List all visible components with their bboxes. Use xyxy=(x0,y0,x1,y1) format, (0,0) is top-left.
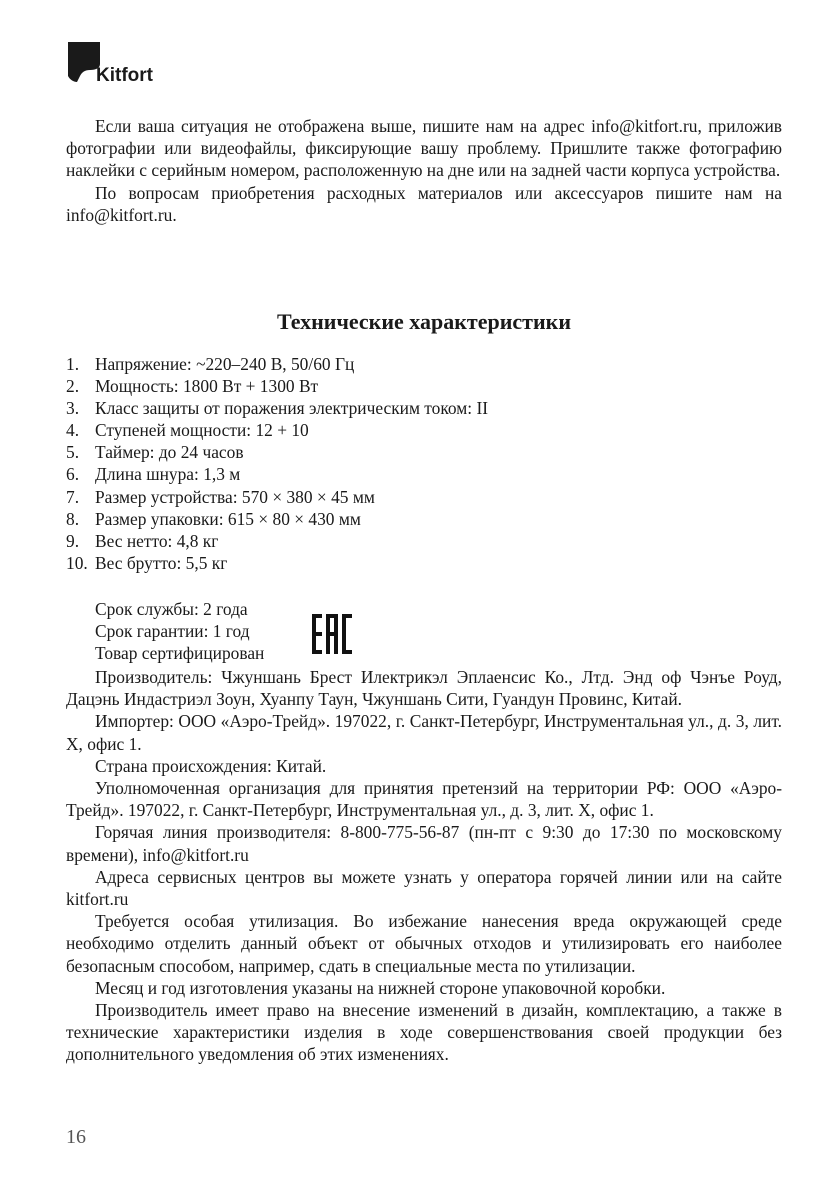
spec-text: Вес брутто: 5,5 кг xyxy=(95,552,228,573)
spec-item xyxy=(66,375,782,397)
spec-text: Таймер: до 24 часов xyxy=(95,442,244,463)
warranty-period: Срок гарантии: 1 год xyxy=(95,621,250,641)
intro-section xyxy=(66,115,782,226)
manufacturer-info: Производитель: Чжуншань Брест Илектрикэл Эплаенсис Ко., Лтд. Энд оф Чэнъе Роуд, Дацэнь Индастриэл Зоун, Хуанпу Таун, Чжуншань Сити, Гуандун Провинс, Китай. xyxy=(66,667,782,710)
specs-list xyxy=(66,353,782,574)
service-life: Срок службы: 2 года xyxy=(95,599,248,619)
spec-item xyxy=(66,508,782,530)
spec-number: 9. xyxy=(66,530,80,551)
spec-number: 10. xyxy=(66,552,88,573)
spec-text: Длина шнура: 1,3 м xyxy=(95,464,241,485)
spec-number: 5. xyxy=(66,442,80,463)
spec-number: 2. xyxy=(66,376,80,397)
spec-text: Размер упаковки: 615 × 80 × 430 мм xyxy=(95,508,361,529)
spec-text: Класс защиты от поражения электрическим током: II xyxy=(95,398,489,419)
specs-title: Технические характеристики xyxy=(276,309,572,334)
spec-item xyxy=(66,530,782,552)
country-of-origin: Страна происхождения: Китай. xyxy=(95,755,327,776)
spec-number: 6. xyxy=(66,464,80,485)
importer-info: Импортер: ООО «Аэро-Трейд». 197022, г. Санкт-Петербург, Инструментальная ул., д. 3, лит. Х, офис 1. xyxy=(66,711,782,754)
spec-number: 8. xyxy=(66,508,80,529)
changes-notice: Производитель имеет право на внесение изменений в дизайн, комплектацию, а также в технические характеристики изделия в ходе совершенствования своей продукции без дополнительного уведомления об этих изменениях. xyxy=(66,1000,782,1065)
spec-item xyxy=(66,419,782,441)
authorized-organization: Уполномоченная организация для принятия претензий на территории РФ: ООО «Аэро-Трейд». 197022, г. Санкт-Петербург, Инструментальная ул., д. 3, лит. Х, офис 1. xyxy=(66,778,782,821)
spec-text: Напряжение: ~220–240 В, 50/60 Гц xyxy=(95,354,355,374)
spec-item xyxy=(66,353,782,375)
spec-text: Размер устройства: 570 × 380 × 45 мм xyxy=(95,486,375,507)
manufacture-date-info: Месяц и год изготовления указаны на нижней стороне упаковочной коробки. xyxy=(95,977,666,998)
spec-number: 1. xyxy=(66,354,80,374)
eac-certification-icon xyxy=(311,612,353,656)
certification-note: Товар сертифицирован xyxy=(95,643,265,663)
spec-text: Ступеней мощности: 12 + 10 xyxy=(95,420,309,441)
disposal-info: Требуется особая утилизация. Во избежание нанесения вреда окружающей среде необходимо отделить данный объект от обычных отходов и утилизировать его наиболее безопасным способом, например, сдать в специальные места по утилизации. xyxy=(66,911,782,976)
spec-item xyxy=(66,486,782,508)
intro-paragraph: Если ваша ситуация не отображена выше, пишите нам на адрес info@kitfort.ru, приложив фотографии или видеофайлы, фиксирующие вашу проблему. Пришлите также фотографию наклейки с серийным номером, расположенную на дне или на задней части корпуса устройства. xyxy=(66,116,782,181)
spec-item xyxy=(66,441,782,463)
intro-paragraph: По вопросам приобретения расходных материалов или аксессуаров пишите нам на info@kitfort.ru. xyxy=(66,182,782,225)
spec-number: 7. xyxy=(66,486,80,507)
hotline-info: Горячая линия производителя: 8-800-775-56-87 (пн-пт с 9:30 до 17:30 по московскому времени), info@kitfort.ru xyxy=(66,822,782,865)
spec-item xyxy=(66,552,782,574)
spec-text: Вес нетто: 4,8 кг xyxy=(95,530,219,551)
spec-text: Мощность: 1800 Вт + 1300 Вт xyxy=(95,376,319,397)
spec-number: 3. xyxy=(66,398,80,419)
brand-name: Kitfort xyxy=(96,65,153,86)
page-number: 16 xyxy=(66,1126,86,1148)
service-info xyxy=(95,598,264,664)
spec-number: 4. xyxy=(66,420,80,441)
legal-info-section xyxy=(66,666,782,1066)
brand-logo xyxy=(66,40,186,86)
service-centers-info: Адреса сервисных центров вы можете узнать у оператора горячей линии или на сайте kitfort.ru xyxy=(66,866,782,910)
spec-item xyxy=(66,397,782,419)
spec-item xyxy=(66,463,782,485)
